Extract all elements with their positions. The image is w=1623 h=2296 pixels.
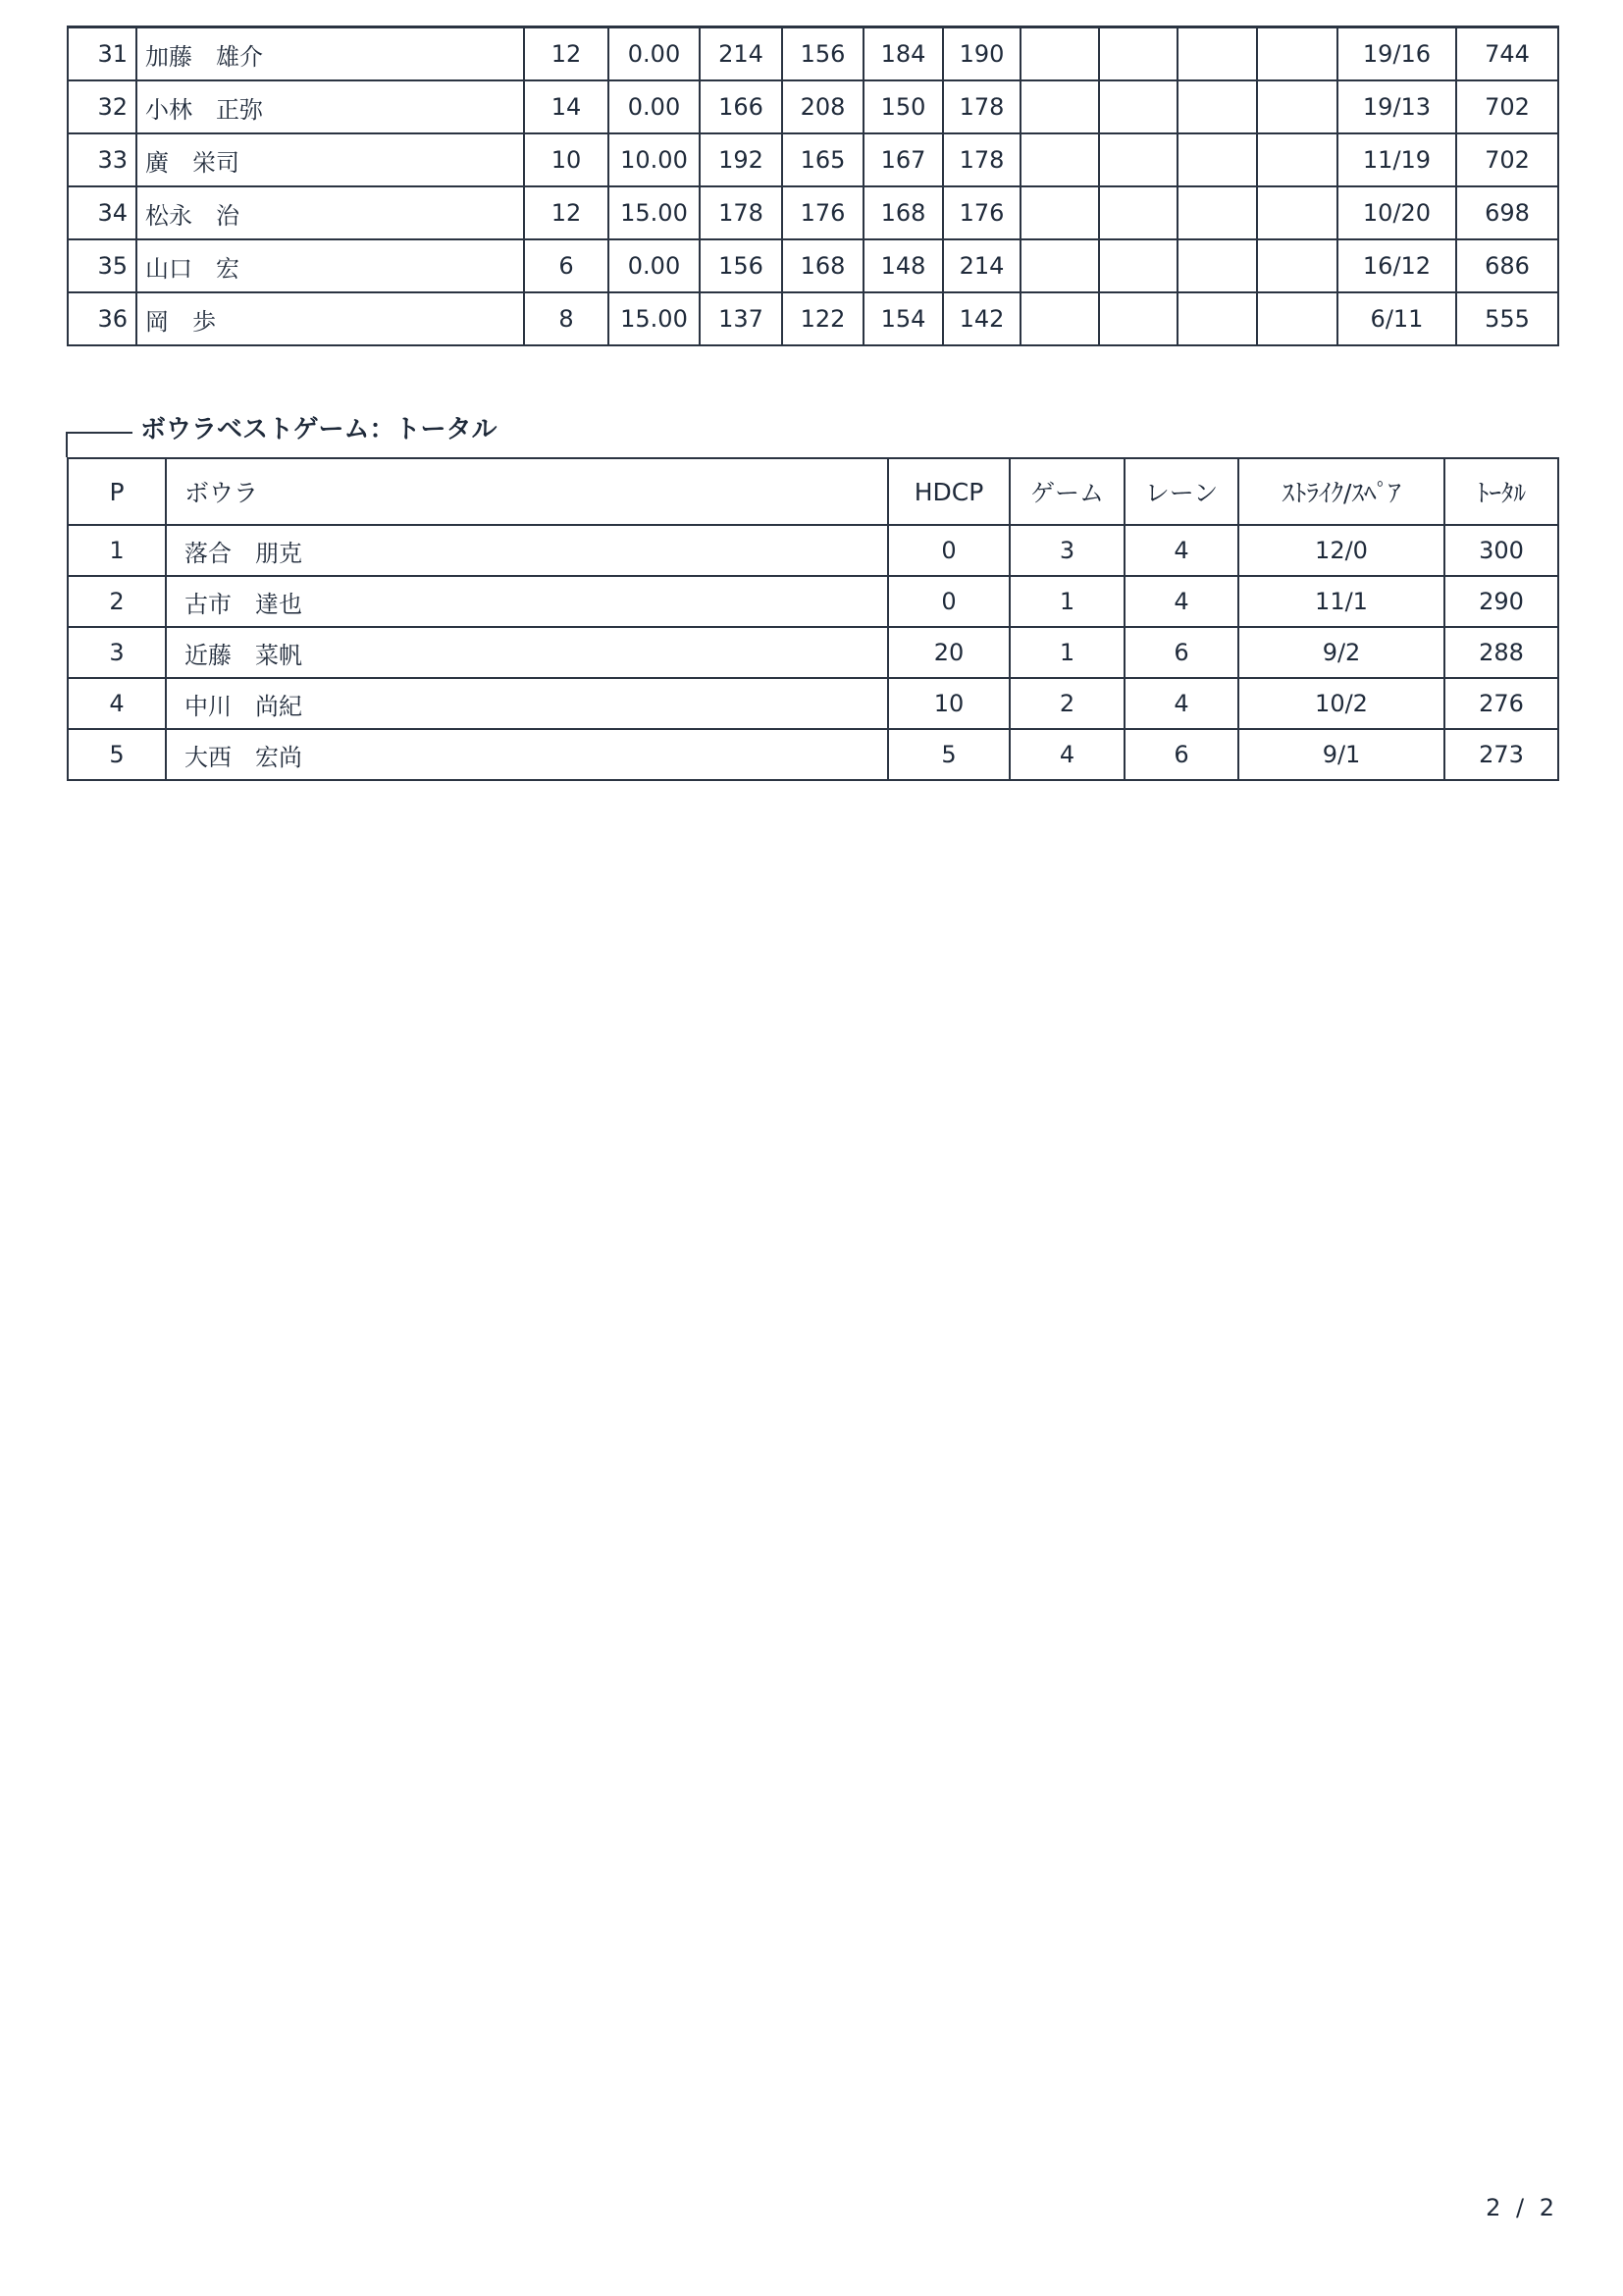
cell-game: 1 xyxy=(1010,627,1125,678)
cell-p: 1 xyxy=(68,525,166,576)
cell-g1: 166 xyxy=(700,80,782,133)
best-game-table xyxy=(67,457,1559,781)
cell-strike-spare: 9/1 xyxy=(1238,729,1444,780)
cell-total: 290 xyxy=(1444,576,1558,627)
cell-g4: 190 xyxy=(943,27,1021,81)
cell-g4: 176 xyxy=(943,186,1021,239)
cell-name: 岡 歩 xyxy=(136,292,524,345)
cell-total: 702 xyxy=(1456,133,1558,186)
cell-empty xyxy=(1021,292,1099,345)
best-game-row xyxy=(68,627,1558,678)
cell-hdcp: 10 xyxy=(524,133,608,186)
cell-hdcp: 12 xyxy=(524,27,608,81)
cell-bowler: 古市 達也 xyxy=(166,576,888,627)
cell-game: 2 xyxy=(1010,678,1125,729)
cell-empty xyxy=(1099,27,1178,81)
cell-bowler: 大西 宏尚 xyxy=(166,729,888,780)
cell-p: 3 xyxy=(68,627,166,678)
cell-p: 5 xyxy=(68,729,166,780)
cell-game: 1 xyxy=(1010,576,1125,627)
cell-g4: 178 xyxy=(943,80,1021,133)
cell-empty xyxy=(1257,27,1337,81)
cell-g2: 176 xyxy=(782,186,864,239)
cell-lane: 4 xyxy=(1125,678,1238,729)
cell-total: 288 xyxy=(1444,627,1558,678)
cell-g2: 168 xyxy=(782,239,864,292)
cell-bowler: 落合 朋克 xyxy=(166,525,888,576)
cell-empty xyxy=(1099,133,1178,186)
cell-empty xyxy=(1257,292,1337,345)
section-bracket xyxy=(66,432,132,457)
cell-empty xyxy=(1178,27,1257,81)
cell-total: 698 xyxy=(1456,186,1558,239)
standings-row xyxy=(68,239,1558,292)
cell-rank: 31 xyxy=(68,27,136,81)
cell-g3: 154 xyxy=(864,292,943,345)
best-game-header-row xyxy=(68,458,1558,525)
header-lane: レーン xyxy=(1125,458,1238,525)
cell-sp: 10/20 xyxy=(1337,186,1456,239)
cell-strike-spare: 11/1 xyxy=(1238,576,1444,627)
cell-empty xyxy=(1021,27,1099,81)
cell-hdcp: 6 xyxy=(524,239,608,292)
cell-empty xyxy=(1257,80,1337,133)
cell-g3: 148 xyxy=(864,239,943,292)
standings-table xyxy=(67,26,1559,346)
header-p: P xyxy=(68,458,166,525)
header-bowler: ボウラ xyxy=(166,458,888,525)
cell-avg: 15.00 xyxy=(608,186,700,239)
cell-empty xyxy=(1178,80,1257,133)
section-title: ボウラベストゲーム：トータル xyxy=(140,415,497,444)
cell-p: 2 xyxy=(68,576,166,627)
cell-empty xyxy=(1021,186,1099,239)
cell-empty xyxy=(1021,80,1099,133)
standings-row xyxy=(68,80,1558,133)
cell-g2: 165 xyxy=(782,133,864,186)
cell-hdcp: 12 xyxy=(524,186,608,239)
cell-avg: 10.00 xyxy=(608,133,700,186)
standings-row xyxy=(68,292,1558,345)
standings-row xyxy=(68,133,1558,186)
cell-total: 273 xyxy=(1444,729,1558,780)
cell-hdcp: 5 xyxy=(888,729,1010,780)
cell-total: 300 xyxy=(1444,525,1558,576)
cell-strike-spare: 10/2 xyxy=(1238,678,1444,729)
cell-name: 山口 宏 xyxy=(136,239,524,292)
header-hdcp: HDCP xyxy=(888,458,1010,525)
cell-p: 4 xyxy=(68,678,166,729)
cell-lane: 6 xyxy=(1125,729,1238,780)
cell-game: 3 xyxy=(1010,525,1125,576)
cell-empty xyxy=(1257,239,1337,292)
cell-avg: 0.00 xyxy=(608,239,700,292)
cell-g2: 156 xyxy=(782,27,864,81)
cell-g1: 178 xyxy=(700,186,782,239)
cell-g4: 178 xyxy=(943,133,1021,186)
cell-hdcp: 14 xyxy=(524,80,608,133)
cell-g3: 150 xyxy=(864,80,943,133)
header-strike-spare: ｽﾄﾗｲｸ/ｽﾍﾟｱ xyxy=(1238,458,1444,525)
best-game-row xyxy=(68,576,1558,627)
cell-total: 702 xyxy=(1456,80,1558,133)
cell-g1: 137 xyxy=(700,292,782,345)
header-total: ﾄｰﾀﾙ xyxy=(1444,458,1558,525)
standings-row xyxy=(68,186,1558,239)
best-game-row xyxy=(68,678,1558,729)
page-number: 2 / 2 xyxy=(1486,2194,1558,2221)
cell-name: 廣 栄司 xyxy=(136,133,524,186)
cell-g1: 214 xyxy=(700,27,782,81)
cell-bowler: 近藤 菜帆 xyxy=(166,627,888,678)
cell-name: 松永 治 xyxy=(136,186,524,239)
cell-sp: 6/11 xyxy=(1337,292,1456,345)
cell-g4: 142 xyxy=(943,292,1021,345)
best-game-row xyxy=(68,729,1558,780)
cell-g3: 168 xyxy=(864,186,943,239)
cell-g3: 184 xyxy=(864,27,943,81)
cell-lane: 6 xyxy=(1125,627,1238,678)
cell-empty xyxy=(1099,186,1178,239)
cell-name: 小林 正弥 xyxy=(136,80,524,133)
cell-empty xyxy=(1178,292,1257,345)
cell-rank: 34 xyxy=(68,186,136,239)
cell-empty xyxy=(1257,133,1337,186)
cell-sp: 16/12 xyxy=(1337,239,1456,292)
cell-empty xyxy=(1099,239,1178,292)
cell-hdcp: 8 xyxy=(524,292,608,345)
cell-g2: 122 xyxy=(782,292,864,345)
cell-name: 加藤 雄介 xyxy=(136,27,524,81)
cell-avg: 0.00 xyxy=(608,80,700,133)
cell-sp: 19/16 xyxy=(1337,27,1456,81)
cell-empty xyxy=(1178,186,1257,239)
cell-game: 4 xyxy=(1010,729,1125,780)
cell-rank: 35 xyxy=(68,239,136,292)
cell-strike-spare: 9/2 xyxy=(1238,627,1444,678)
header-game: ゲーム xyxy=(1010,458,1125,525)
cell-total: 686 xyxy=(1456,239,1558,292)
cell-empty xyxy=(1257,186,1337,239)
cell-total: 744 xyxy=(1456,27,1558,81)
cell-avg: 0.00 xyxy=(608,27,700,81)
cell-bowler: 中川 尚紀 xyxy=(166,678,888,729)
cell-total: 555 xyxy=(1456,292,1558,345)
cell-empty xyxy=(1099,292,1178,345)
best-game-row xyxy=(68,525,1558,576)
cell-rank: 33 xyxy=(68,133,136,186)
cell-empty xyxy=(1178,239,1257,292)
cell-rank: 32 xyxy=(68,80,136,133)
cell-total: 276 xyxy=(1444,678,1558,729)
cell-sp: 11/19 xyxy=(1337,133,1456,186)
cell-g2: 208 xyxy=(782,80,864,133)
cell-hdcp: 0 xyxy=(888,525,1010,576)
cell-empty xyxy=(1021,133,1099,186)
cell-empty xyxy=(1099,80,1178,133)
cell-sp: 19/13 xyxy=(1337,80,1456,133)
cell-hdcp: 20 xyxy=(888,627,1010,678)
cell-g4: 214 xyxy=(943,239,1021,292)
cell-g1: 192 xyxy=(700,133,782,186)
cell-strike-spare: 12/0 xyxy=(1238,525,1444,576)
cell-lane: 4 xyxy=(1125,576,1238,627)
cell-lane: 4 xyxy=(1125,525,1238,576)
cell-empty xyxy=(1021,239,1099,292)
cell-avg: 15.00 xyxy=(608,292,700,345)
cell-g3: 167 xyxy=(864,133,943,186)
cell-hdcp: 10 xyxy=(888,678,1010,729)
cell-g1: 156 xyxy=(700,239,782,292)
cell-hdcp: 0 xyxy=(888,576,1010,627)
standings-row xyxy=(68,27,1558,81)
cell-rank: 36 xyxy=(68,292,136,345)
cell-empty xyxy=(1178,133,1257,186)
